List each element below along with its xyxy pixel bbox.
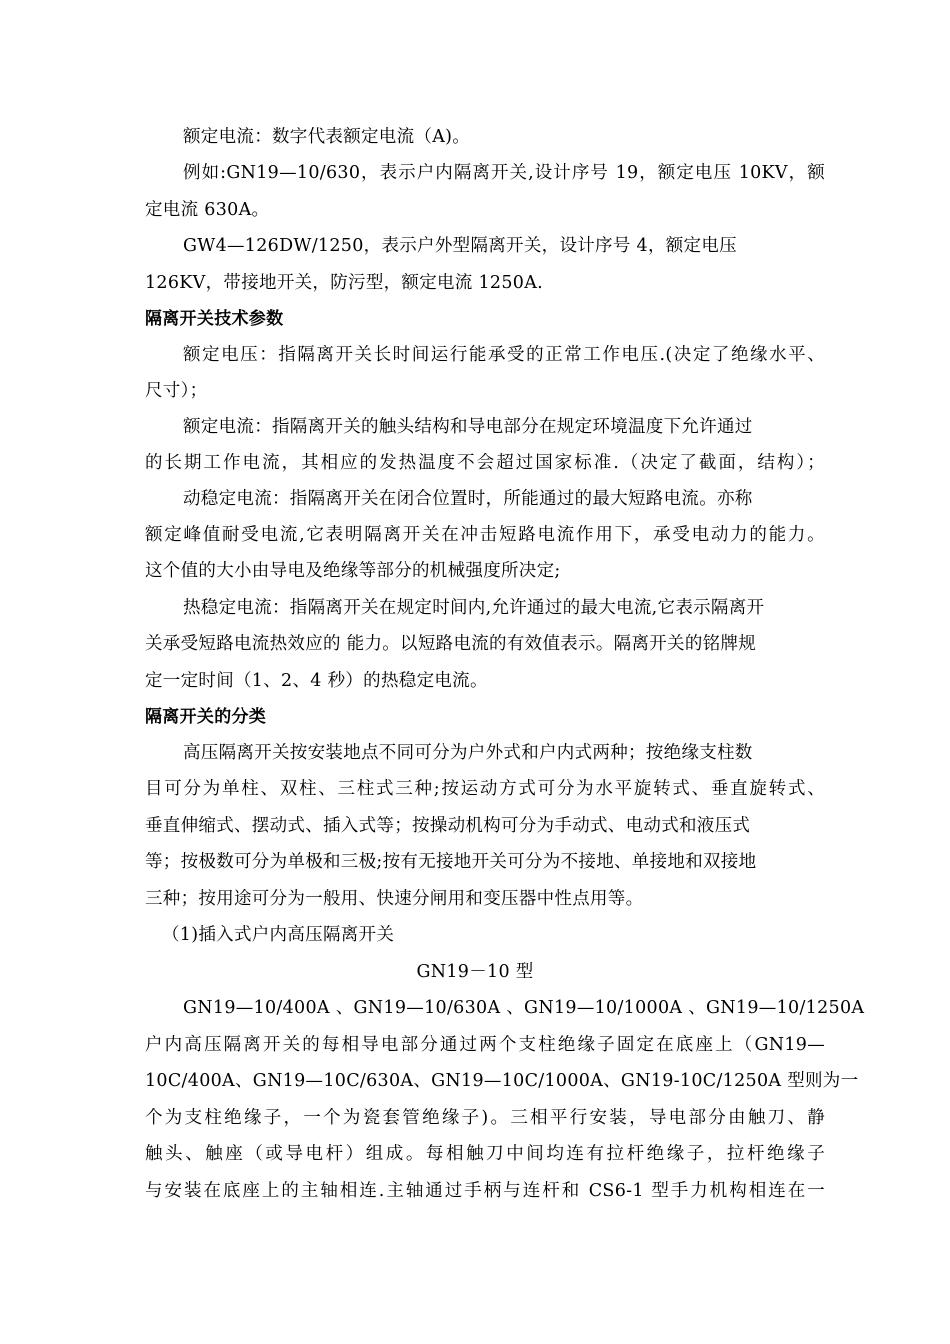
- paragraph-line: 户内高压隔离开关的每相导电部分通过两个支柱绝缘子固定在底座上（GN19—: [145, 1035, 825, 1055]
- section-heading: 隔离开关技术参数: [145, 309, 284, 329]
- paragraph-line: 10C/400A、GN19—10C/630A、GN19—10C/1000A、GN19-10C/1250A 型则为一: [145, 1071, 859, 1091]
- paragraph-line: 126KV，带接地开关，防污型，额定电流 1250A.: [145, 273, 544, 293]
- paragraph-line: 尺寸）；: [145, 381, 208, 401]
- paragraph-line: 定一定时间（1、2、4 秒）的热稳定电流。: [145, 671, 488, 691]
- paragraph-line: 与安装在底座上的主轴相连.主轴通过手柄与连杆和 CS6-1 型手力机构相连在一: [145, 1181, 825, 1201]
- paragraph-line: 关承受短路电流热效应的 能力。以短路电流的有效值表示。隔离开关的铭牌规: [145, 634, 757, 654]
- paragraph-line: 热稳定电流：指隔离开关在规定时间内,允许通过的最大电流,它表示隔离开: [183, 598, 765, 618]
- paragraph-line: 的长期工作电流，其相应的发热温度不会超过国家标准.（决定了截面，结构）；: [145, 453, 825, 473]
- paragraph-line: 触头、触座（或导电杆）组成。每相触刀中间均连有拉杆绝缘子，拉杆绝缘子: [145, 1144, 825, 1164]
- paragraph-line: 额定电流：指隔离开关的触头结构和导电部分在规定环境温度下允许通过: [183, 417, 753, 437]
- paragraph-line: 动稳定电流：指隔离开关在闭合位置时，所能通过的最大短路电流。亦称: [183, 489, 753, 509]
- paragraph-line: 额定电流：数字代表额定电流（A)。: [183, 127, 471, 147]
- paragraph-line: 垂直伸缩式、摆动式、插入式等；按操动机构可分为手动式、电动式和液压式: [145, 816, 751, 836]
- paragraph-line: GW4—126DW/1250，表示户外型隔离开关，设计序号 4，额定电压: [183, 236, 737, 256]
- paragraph-line: 额定峰值耐受电流,它表明隔离开关在冲击短路电流作用下，承受电动力的能力。: [145, 525, 825, 545]
- model-title: GN19－10 型: [416, 962, 534, 982]
- paragraph-line: 三种；按用途可分为一般用、快速分闸用和变压器中性点用等。: [145, 889, 644, 909]
- paragraph-line: 个为支柱绝缘子，一个为瓷套管绝缘子)。三相平行安装，导电部分由触刀、静: [145, 1108, 825, 1128]
- paragraph-line: 目可分为单柱、双柱、三柱式三种;按运动方式可分为水平旋转式、垂直旋转式、: [145, 779, 825, 799]
- subsection-title: （1)插入式户内高压隔离开关: [162, 925, 395, 945]
- paragraph-line: 定电流 630A。: [145, 200, 270, 220]
- paragraph-line: GN19—10/400A 、GN19—10/630A 、GN19—10/1000A 、GN19—10/1250A: [183, 998, 865, 1018]
- paragraph-line: 等；按极数可分为单极和三极;按有无接地开关可分为不接地、单接地和双接地: [145, 852, 757, 872]
- paragraph-line: 这个值的大小由导电及绝缘等部分的机械强度所决定;: [145, 561, 561, 581]
- paragraph-line: 额定电压：指隔离开关长时间运行能承受的正常工作电压.(决定了绝缘水平、: [183, 345, 825, 365]
- paragraph-line: 例如:GN19—10/630，表示户内隔离开关,设计序号 19，额定电压 10KV，额: [183, 163, 825, 183]
- section-heading: 隔离开关的分类: [145, 707, 267, 727]
- paragraph-line: 高压隔离开关按安装地点不同可分为户外式和户内式两种；按绝缘支柱数: [183, 743, 753, 763]
